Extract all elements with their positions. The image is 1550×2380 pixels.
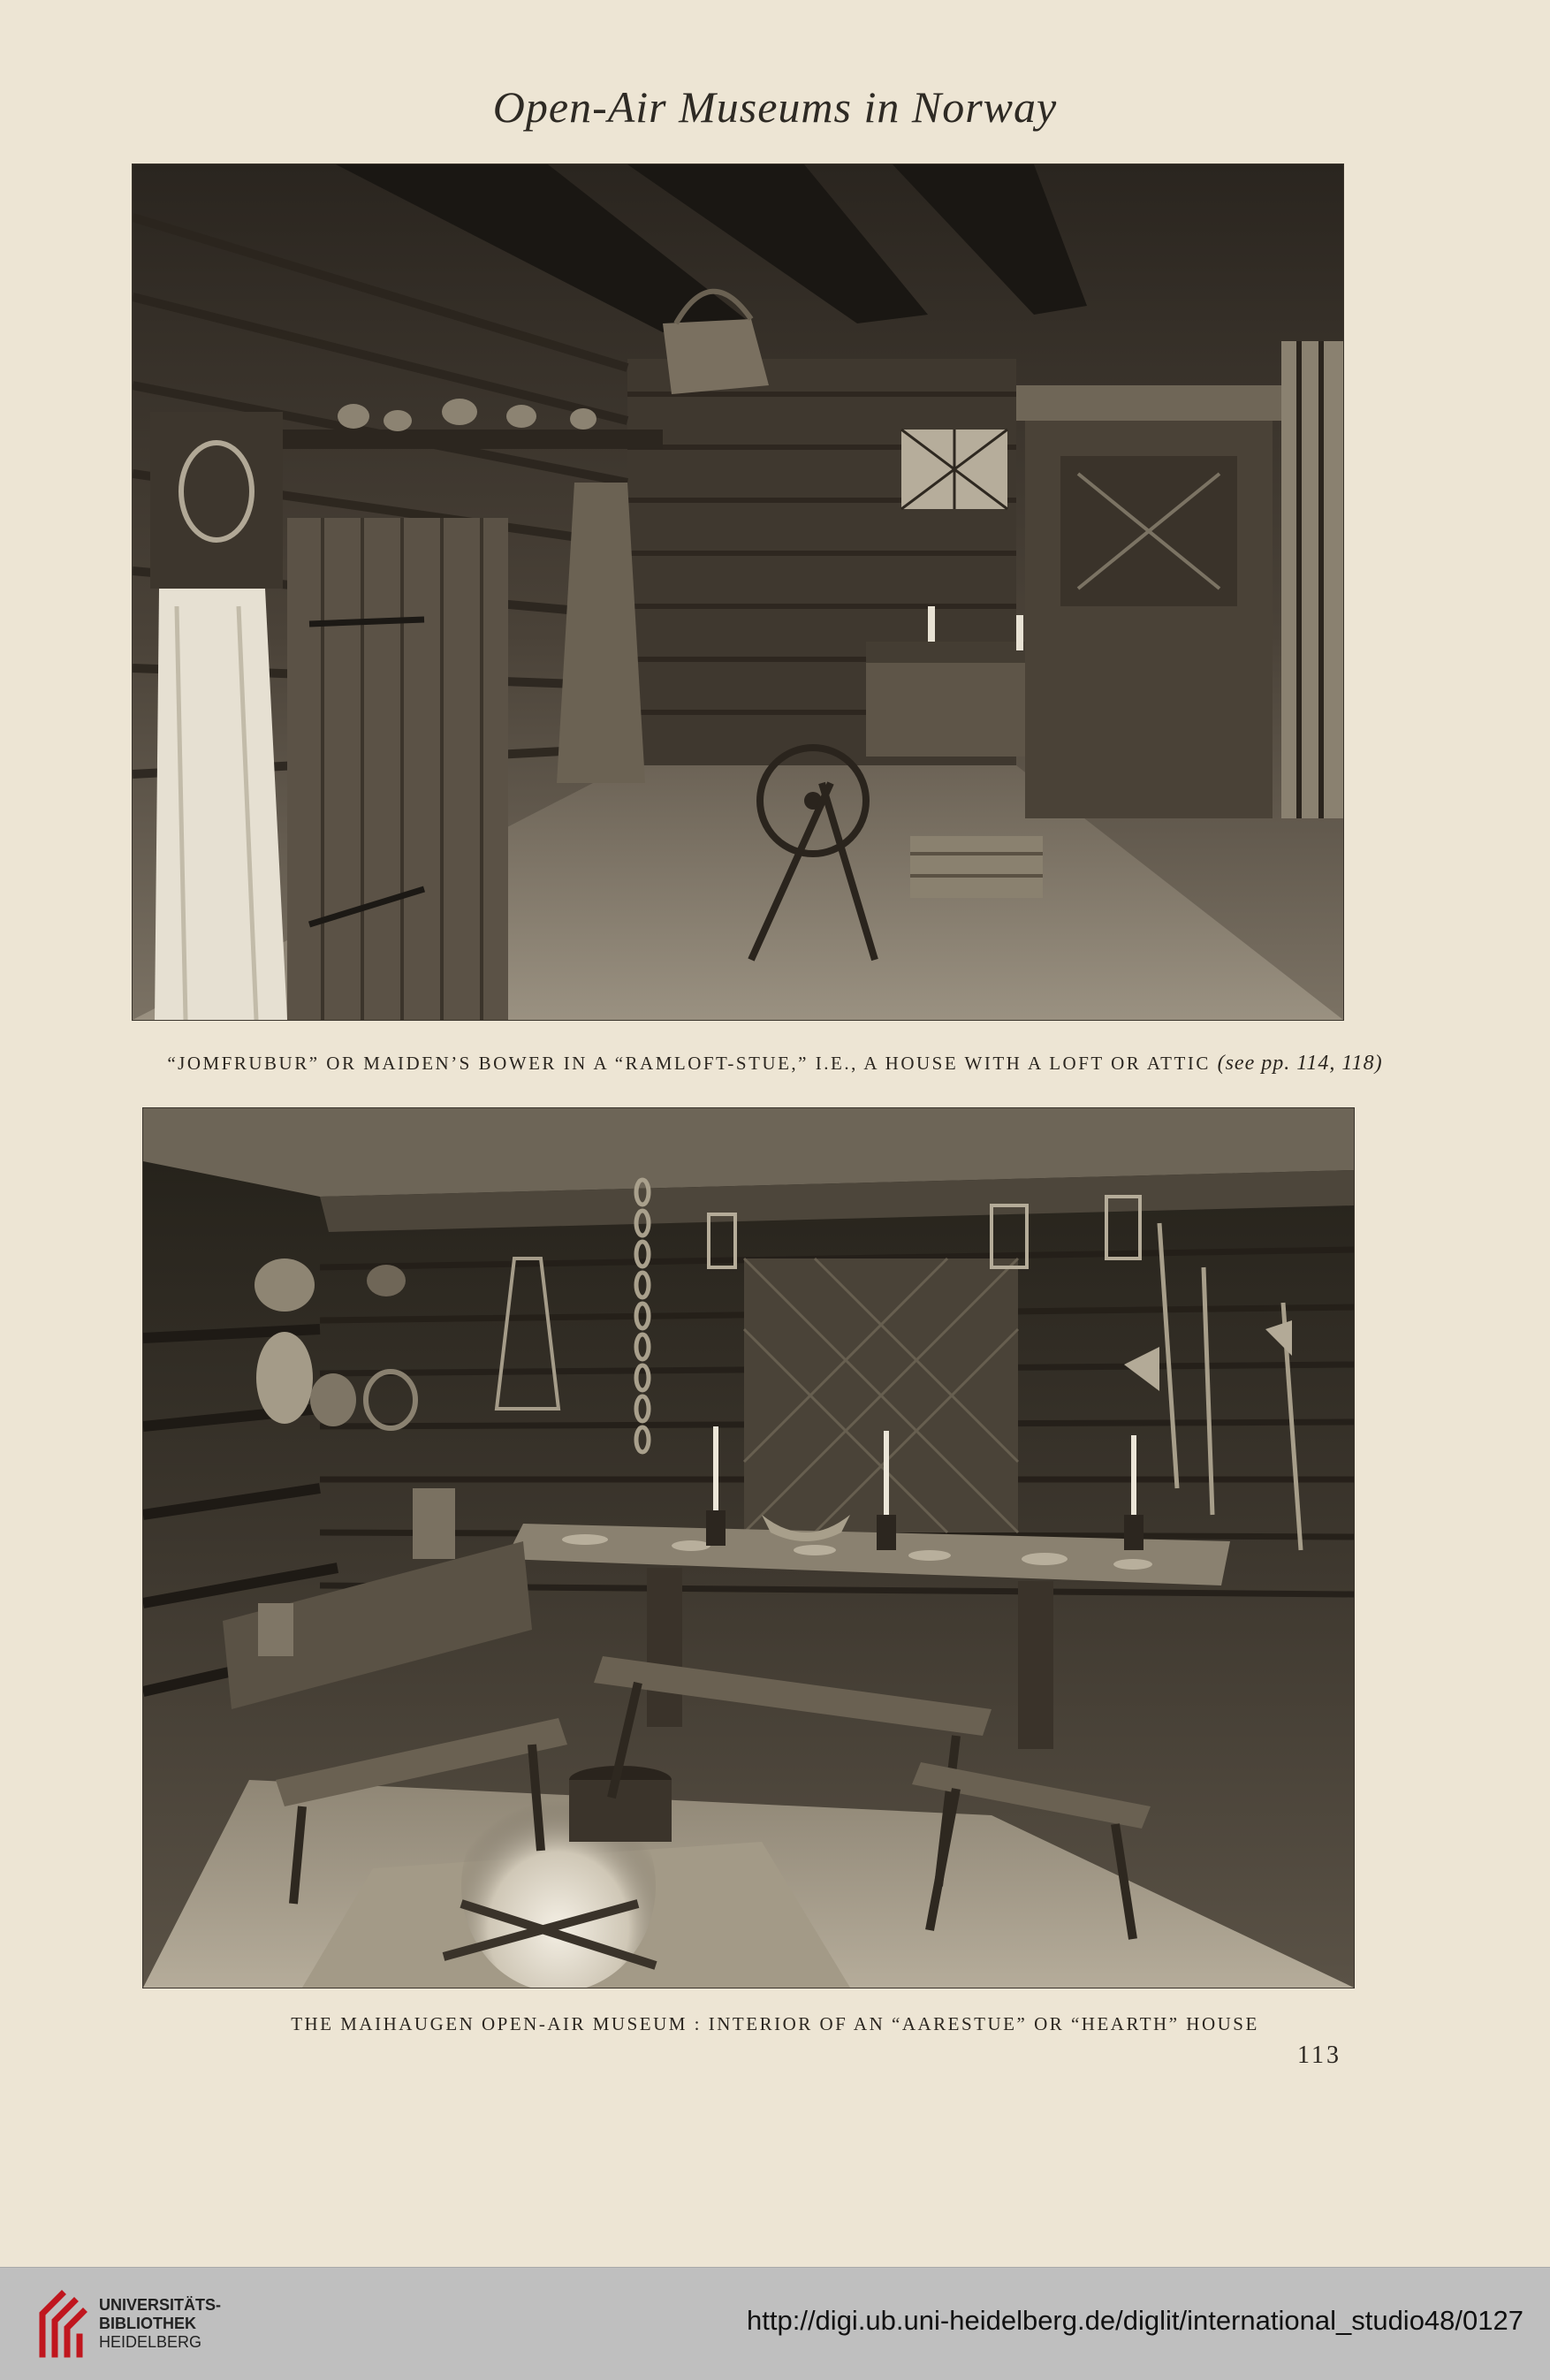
library-logo-icon <box>35 2287 88 2361</box>
digitization-footer <box>0 2267 1550 2380</box>
caption-text: “JOMFRUBUR” OR MAIDEN’S BOWER IN A “RAMLOFT-STUE,” I.E., A HOUSE WITH A LOFT OR ATTIC <box>167 1053 1211 1074</box>
page-number: 113 <box>1297 2042 1341 2069</box>
photo-plate-hearth-house <box>143 1108 1354 1988</box>
library-name-line3: HEIDELBERG <box>99 2333 202 2351</box>
caption-page-reference: (see pp. 114, 118) <box>1217 1052 1383 1075</box>
source-url-link[interactable]: http://digi.ub.uni-heidelberg.de/diglit/international_studio48/0127 <box>747 2305 1523 2336</box>
running-head: Open-Air Museums in Norway <box>492 82 1058 132</box>
library-name-line2: BIBLIOTHEK <box>99 2315 196 2332</box>
caption-hearth-house: THE MAIHAUGEN OPEN-AIR MUSEUM : INTERIOR OF AN “AARESTUE” OR “HEARTH” HOUSE <box>291 2013 1259 2034</box>
caption-maidens-bower <box>0 1052 1550 1076</box>
bower-photograph <box>133 164 1343 1020</box>
library-name-line1: UNIVERSITÄTS- <box>99 2296 222 2314</box>
photo-plate-maidens-bower <box>133 164 1343 1020</box>
library-name <box>99 2296 221 2352</box>
hearth-house-photograph <box>143 1108 1354 1988</box>
